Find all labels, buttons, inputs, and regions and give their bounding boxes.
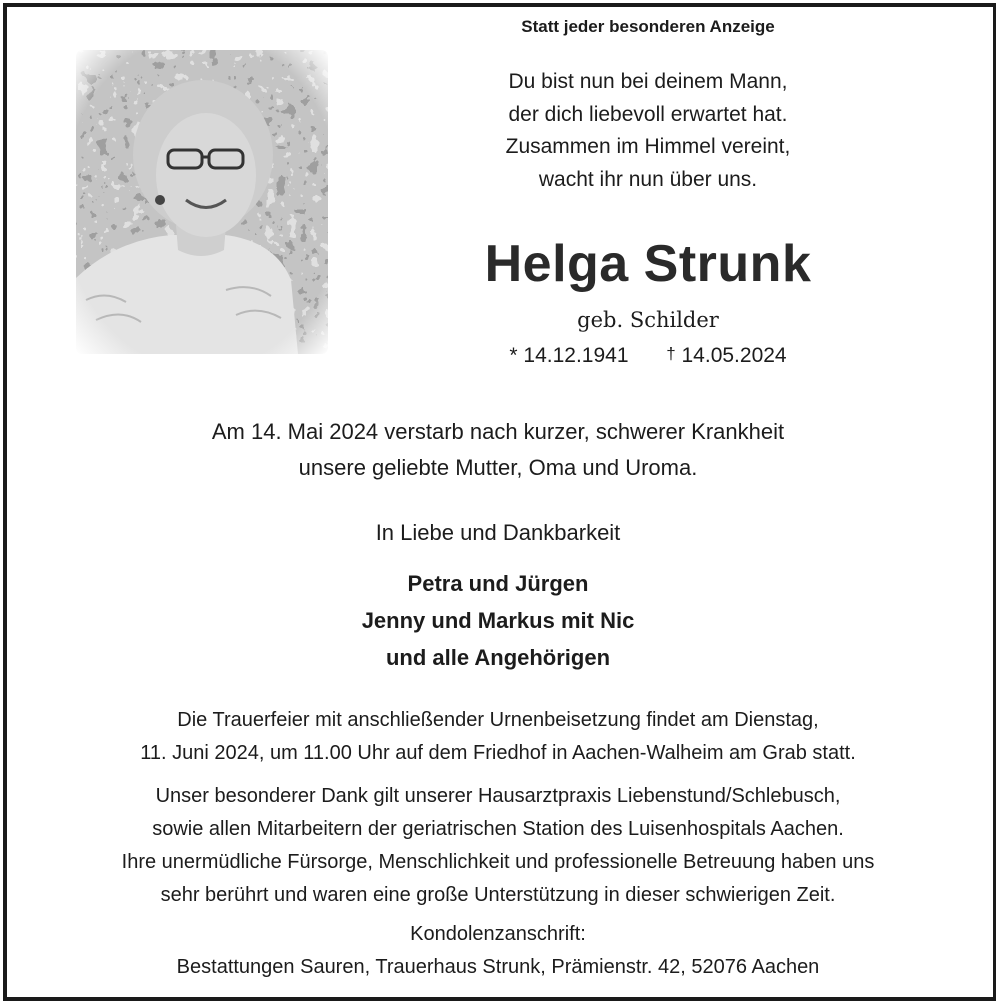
birth-name: geb. Schilder xyxy=(577,308,719,332)
cross-icon: † xyxy=(666,344,676,363)
verse-line: Zusammen im Himmel vereint, xyxy=(505,135,791,158)
condolence-address-line: Bestattungen Sauren, Trauerhaus Strunk, Prämienstr. 42, 52076 Aachen xyxy=(176,956,820,978)
verse xyxy=(300,66,996,196)
thanks-intro: In Liebe und Dankbarkeit xyxy=(375,520,621,545)
notice-header: Statt jeder besonderen Anzeige xyxy=(521,17,775,36)
service-line: 11. Juni 2024, um 11.00 Uhr auf dem Friedhof in Aachen-Walheim am Grab statt. xyxy=(140,742,856,764)
life-dates xyxy=(300,344,996,368)
funeral-service-info xyxy=(0,704,996,770)
family-line: und alle Angehörigen xyxy=(385,645,611,670)
condolence-label: Kondolenzanschrift: xyxy=(410,923,586,945)
service-line: Die Trauerfeier mit anschließender Urnenbeisetzung findet am Dienstag, xyxy=(177,709,819,731)
family-line: Petra und Jürgen xyxy=(407,571,589,596)
birth-date: * 14.12.1941 xyxy=(509,344,629,367)
gratitude-line: Ihre unermüdliche Fürsorge, Menschlichkeit und professionelle Betreuung haben uns xyxy=(121,851,875,873)
condolence-address xyxy=(0,918,996,984)
gratitude-line: sehr berührt und waren eine große Unterstützung in dieser schwierigen Zeit. xyxy=(160,884,836,906)
gratitude-text xyxy=(0,780,996,912)
verse-line: wacht ihr nun über uns. xyxy=(538,167,758,191)
death-date: 14.05.2024 xyxy=(681,344,787,367)
death-announcement xyxy=(0,414,996,486)
deceased-name: Helga Strunk xyxy=(484,235,812,293)
portrait-photo xyxy=(76,50,328,354)
verse-line: Du bist nun bei deinem Mann, xyxy=(508,70,788,93)
gratitude-line: Unser besonderer Dank gilt unserer Hausarztpraxis Liebenstund/Schlebusch, xyxy=(155,785,841,807)
family-line: Jenny und Markus mit Nic xyxy=(361,608,635,633)
family-names xyxy=(0,565,996,676)
verse-line: der dich liebevoll erwartet hat. xyxy=(508,102,788,126)
announcement-line: unsere geliebte Mutter, Oma und Uroma. xyxy=(298,455,698,480)
gratitude-line: sowie allen Mitarbeitern der geriatrischen Station des Luisenhospitals Aachen. xyxy=(152,818,844,840)
announcement-line: Am 14. Mai 2024 verstarb nach kurzer, schwerer Krankheit xyxy=(211,419,785,444)
